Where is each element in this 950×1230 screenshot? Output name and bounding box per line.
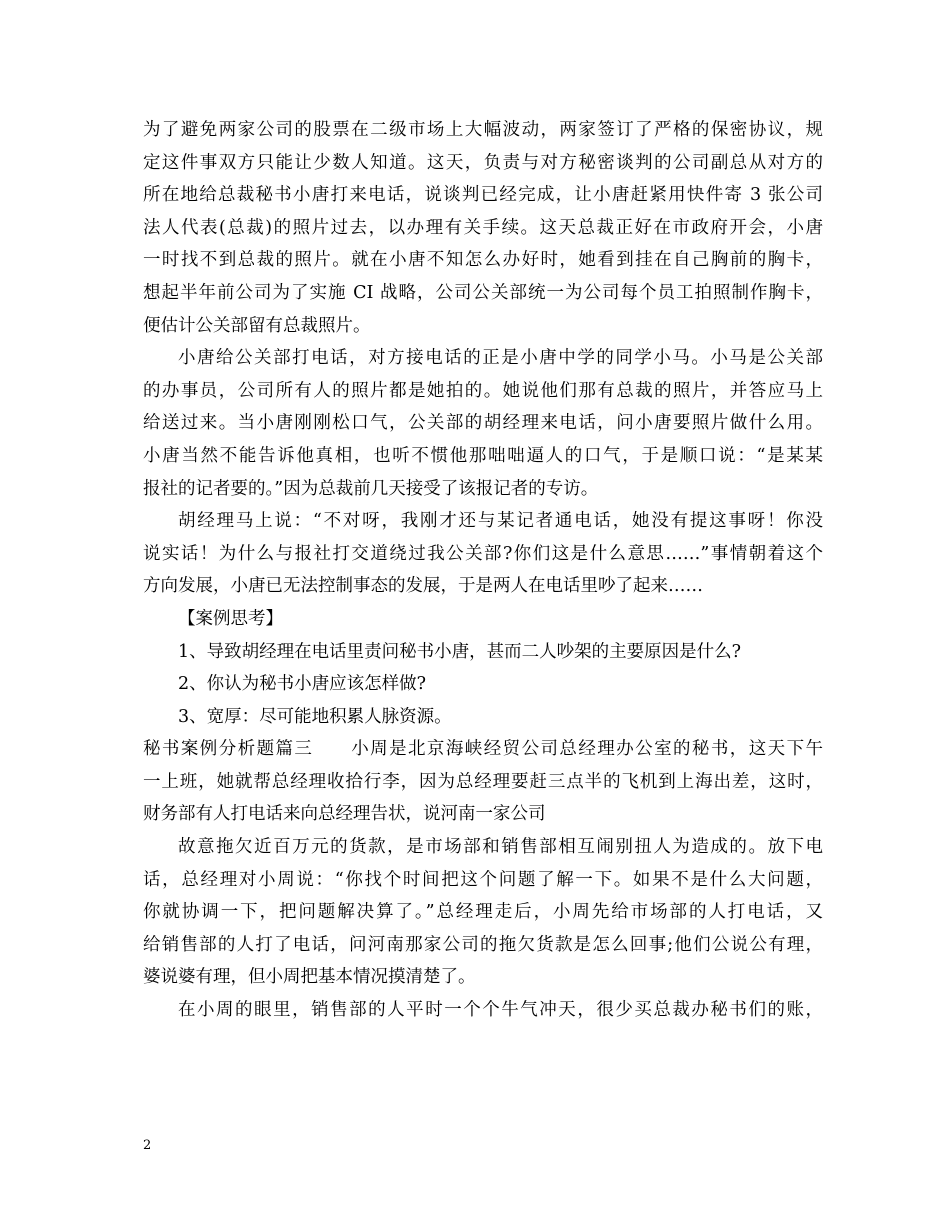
text-line: 给送过来。当小唐刚刚松口气，公关部的胡经理来电话，问小唐要照片做什么用。 [143,413,823,434]
text-line: 婆说婆有理，但小周把基本情况摸清楚了。 [143,967,476,988]
body-text [143,114,823,1027]
section-heading: 【案例思考】 [178,608,283,629]
text-line: 说实话！为什么与报社打交道绕过我公关部?你们这是什么意思……”事情朝着这个 [143,543,823,564]
text-line: 故意拖欠近百万元的货款，是市场部和销售部相互闹别扭人为造成的。放下电 [178,837,823,858]
text-line: 便估计公关部留有总裁照片。 [143,315,371,336]
text-line: 在小周的眼里，销售部的人平时一个个牛气冲天，很少买总裁办秘书们的账， [178,1000,823,1021]
text-line: 一上班，她就帮总经理收拾行李，因为总经理要赶三点半的飞机到上海出差，这时， [143,771,823,792]
text-line: 你就协调一下，把问题解决算了。”总经理走后，小周先给市场部的人打电话，又 [143,902,823,923]
text-line: 为了避免两家公司的股票在二级市场上大幅波动，两家签订了严格的保密协议，规 [143,120,823,140]
text-line: 秘书案例分析题篇三 小周是北京海峡经贸公司总经理办公室的秘书，这天下午 [143,739,823,760]
text-line: 的办事员，公司所有人的照片都是她拍的。她说他们那有总裁的照片，并答应马上 [143,380,823,401]
text-line: 给销售部的人打了电话，问河南那家公司的拖欠货款是怎么回事;他们公说公有理， [143,934,823,955]
text-line: 方向发展，小唐已无法控制事态的发展，于是两人在电话里吵了起来…… [143,576,703,597]
text-line: 一时找不到总裁的照片。就在小唐不知怎么办好时，她看到挂在自己胸前的胸卡， [143,250,823,271]
text-line: 所在地给总裁秘书小唐打来电话，说谈判已经完成，让小唐赶紧用快件寄 3 张公司 [143,185,823,206]
question-item: 2、你认为秘书小唐应该怎样做? [178,674,427,695]
question-item: 3、宽厚：尽可能地积累人脉资源。 [178,706,452,727]
question-item: 1、导致胡经理在电话里责问秘书小唐，甚而二人吵架的主要原因是什么? [178,641,742,662]
text-line: 小唐当然不能告诉他真相，也听不惯他那咄咄逼人的口气，于是顺口说：“是某某 [143,445,823,466]
text-line: 法人代表(总裁)的照片过去，以办理有关手续。这天总裁正好在市政府开会，小唐 [143,217,823,238]
text-line: 小唐给公关部打电话，对方接电话的正是小唐中学的同学小马。小马是公关部 [178,348,823,369]
text-line: 想起半年前公司为了实施 CI 战略，公司公关部统一为公司每个员工拍照制作胸卡， [143,282,823,303]
text-line: 胡经理马上说：“不对呀，我刚才还与某记者通电话，她没有提这事呀！你没 [178,511,823,532]
page-number: 2 [143,1138,152,1153]
text-line: 财务部有人打电话来向总经理告状，说河南一家公司 [143,804,546,825]
text-line: 定这件事双方只能让少数人知道。这天，负责与对方秘密谈判的公司副总从对方的 [143,152,823,173]
text-line: 话，总经理对小周说：“你找个时间把这个问题了解一下。如果不是什么大问题， [143,869,823,890]
text-line: 报社的记者要的。”因为总裁前几天接受了该报记者的专访。 [143,478,599,499]
